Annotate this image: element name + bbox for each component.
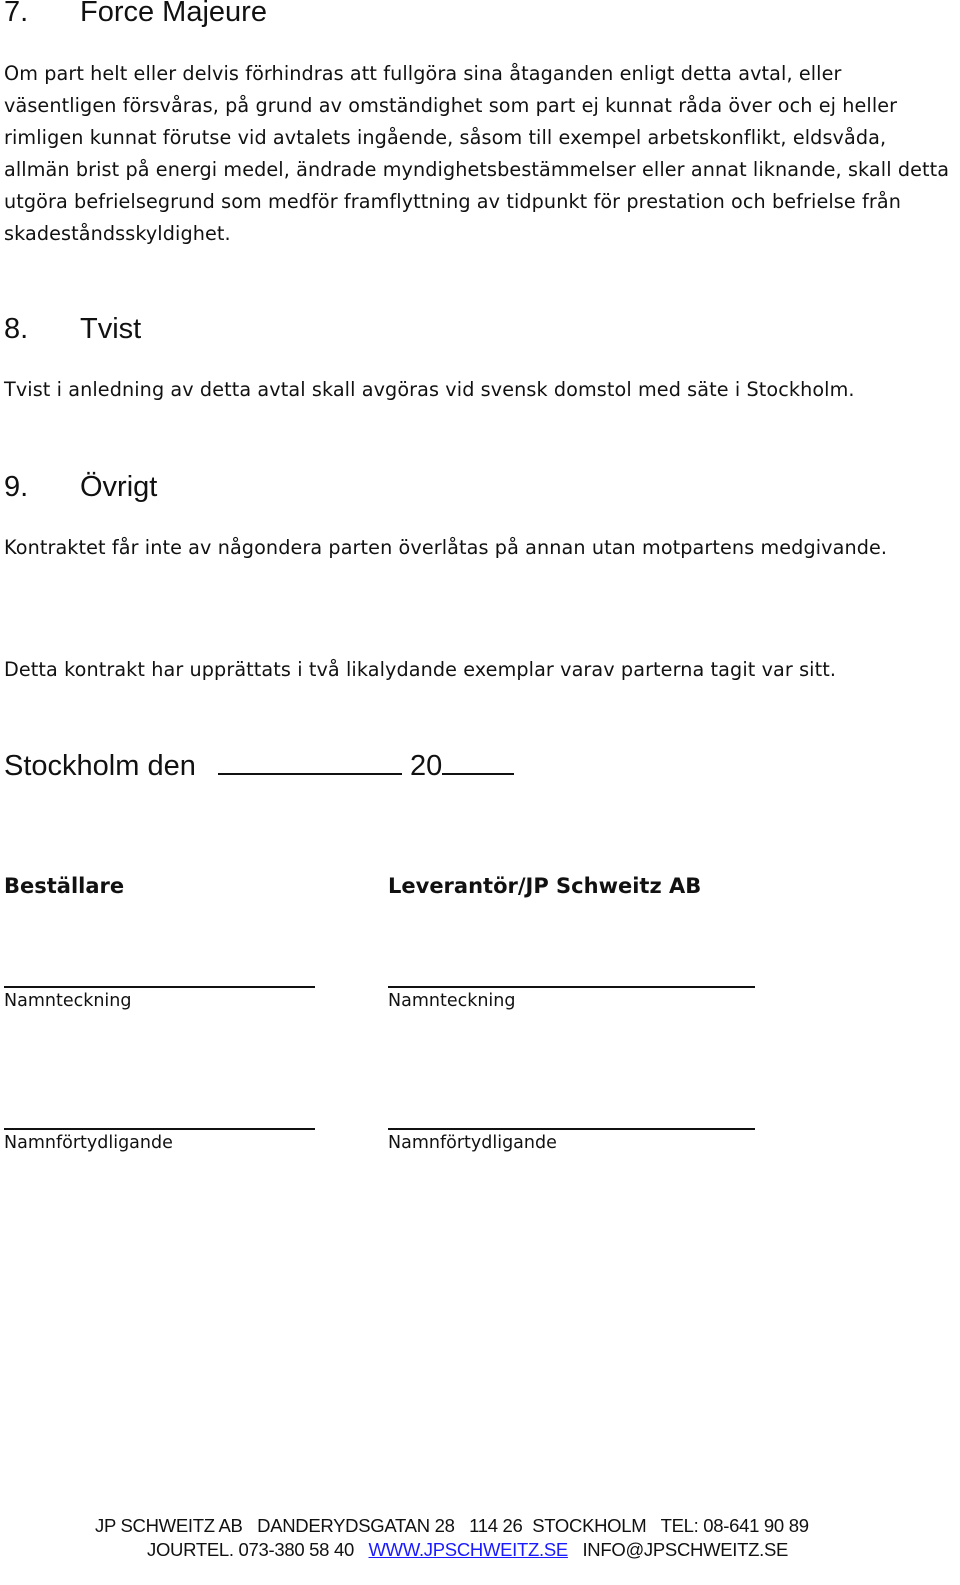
section-9-number: 9. xyxy=(4,471,29,503)
section-7-title: Force Majeure xyxy=(80,0,267,28)
supplier-name-line[interactable] xyxy=(388,1128,755,1130)
section-8-title: Tvist xyxy=(80,313,142,345)
footer-on-call: JOURTEL. 073-380 58 40 xyxy=(147,1539,354,1560)
footer-line-1 xyxy=(95,1514,809,1538)
place-date-line xyxy=(4,749,514,783)
supplier-name-label: Namnförtydligande xyxy=(388,1133,557,1153)
footer-street: DANDERYDSGATAN 28 xyxy=(257,1515,455,1536)
year-prefix: 20 xyxy=(409,750,443,782)
footer-postal: 114 26 xyxy=(469,1515,523,1536)
closing-statement: Detta kontrakt har upprättats i två likalydande exemplar varav parterna tagit var sitt. xyxy=(4,658,837,681)
supplier-signature-label: Namnteckning xyxy=(388,991,516,1011)
section-9-heading xyxy=(4,471,157,503)
section-7-text: Om part helt eller delvis förhindras att fullgöra sina åtaganden enligt detta avtal, eller väsentligen försvåras, på grund av omständighet som part ej kunnat råda över och ej heller rimligen kunnat förutse vid avtalets ingående, såsom till exempel arbetskonflikt, eldsvåda, allmän brist på energi medel, ändrade myndighetsbestämmelser eller annat liknande, skall detta utgöra befrielsegrund som medför framflyttning av tidpunkt för prestation och befrielse från skadeståndsskyldighet. xyxy=(4,62,950,245)
section-9-text: Kontraktet får inte av någondera parten överlåtas på annan utan motpartens medgivande. xyxy=(4,536,888,559)
section-8-text: Tvist i anledning av detta avtal skall avgöras vid svensk domstol med säte i Stockholm. xyxy=(4,378,855,401)
buyer-signature-label: Namnteckning xyxy=(4,991,132,1011)
footer-website-link[interactable]: WWW.JPSCHWEITZ.SE xyxy=(368,1539,568,1560)
section-8-heading xyxy=(4,313,141,345)
buyer-name-label: Namnförtydligande xyxy=(4,1133,173,1153)
year-blank[interactable] xyxy=(442,771,514,775)
footer-line-2 xyxy=(147,1538,788,1562)
party-supplier: Leverantör/JP Schweitz AB xyxy=(388,874,702,898)
party-buyer: Beställare xyxy=(4,874,125,898)
date-blank[interactable] xyxy=(218,771,402,775)
buyer-name-line[interactable] xyxy=(4,1128,315,1130)
section-8-number: 8. xyxy=(4,313,29,345)
section-9-title: Övrigt xyxy=(80,471,158,503)
footer-email[interactable]: INFO@JPSCHWEITZ.SE xyxy=(582,1539,789,1560)
buyer-signature-line[interactable] xyxy=(4,986,315,988)
supplier-signature-line[interactable] xyxy=(388,986,755,988)
place-label: Stockholm den xyxy=(4,750,196,782)
footer-phone: TEL: 08-641 90 89 xyxy=(660,1515,809,1536)
section-7-heading xyxy=(4,0,267,28)
section-7-number: 7. xyxy=(4,0,29,28)
footer-city: STOCKHOLM xyxy=(532,1515,647,1536)
footer-company: JP SCHWEITZ AB xyxy=(95,1515,243,1536)
